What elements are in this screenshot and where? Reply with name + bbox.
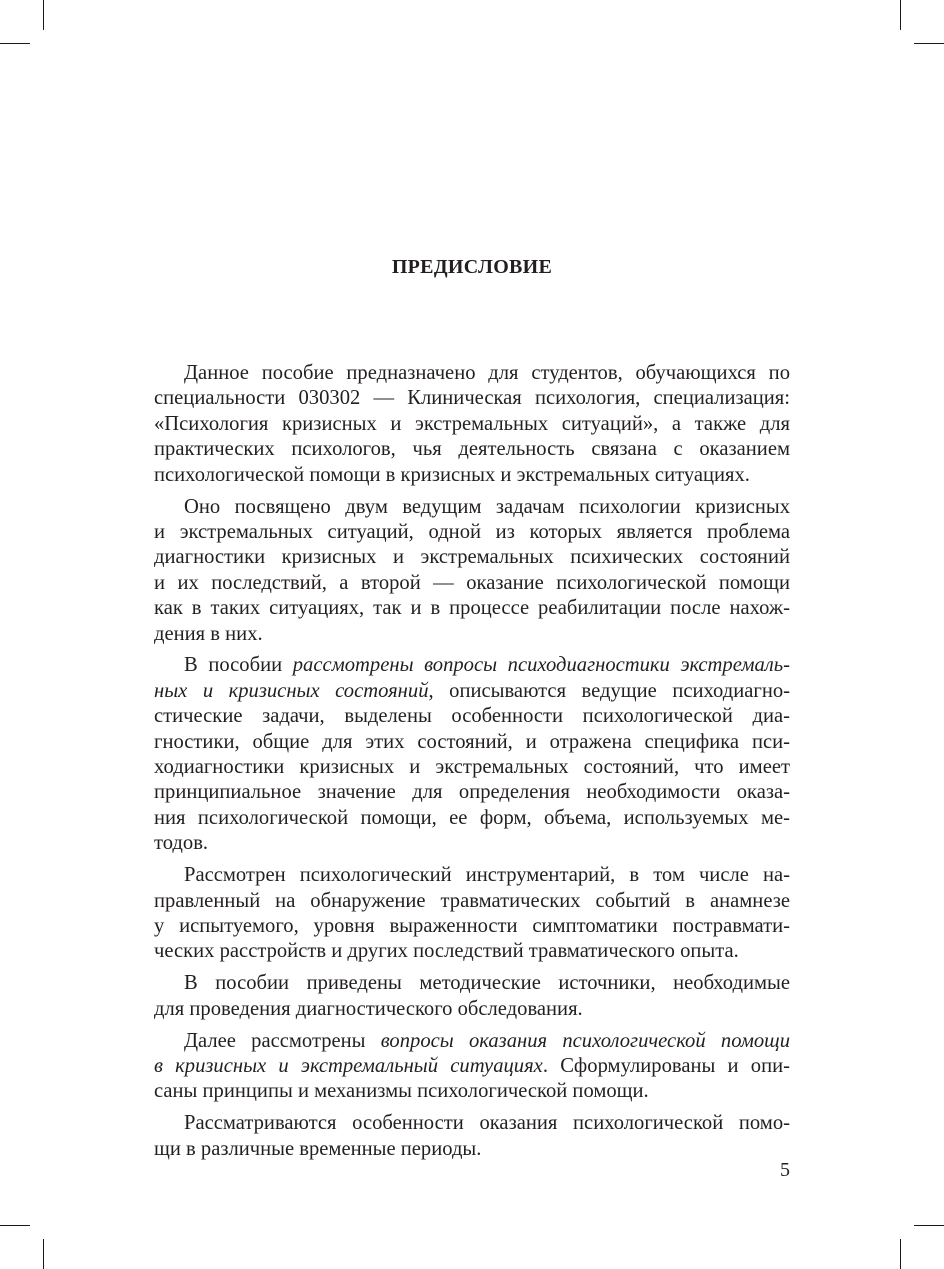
text-run: щи в различные временные периоды. (154, 1137, 482, 1160)
text-line (154, 996, 790, 1022)
crop-mark-top-right-horizontal (914, 43, 944, 44)
text-run: как в таких ситуациях, так и в процессе реабилитации после нахож- (154, 597, 790, 620)
text-line (154, 570, 790, 596)
text-run: В пособии приведены методические источники, необходимые (184, 972, 790, 995)
text-line (154, 544, 790, 570)
italic-text-run: вопросы оказания психологической помощи (380, 1029, 790, 1052)
crop-mark-bottom-left-horizontal (0, 1225, 30, 1226)
text-line (154, 1136, 790, 1162)
text-run: ческих расстройств и других последствий травматического опыта. (154, 940, 739, 963)
text-line (154, 595, 790, 621)
italic-text-run: в кризисных и экстремальный ситуациях (154, 1054, 543, 1077)
text-line (154, 729, 790, 755)
text-run: правленный на обнаружение травматических событий в анамнезе (154, 889, 790, 912)
text-line (154, 385, 790, 411)
text-line (154, 462, 790, 488)
crop-mark-top-left-horizontal (0, 43, 30, 44)
text-line (154, 779, 790, 805)
italic-text-run: рассмотрены вопросы психодиагностики экстремаль- (292, 654, 790, 677)
crop-mark-top-right-vertical (900, 0, 901, 30)
text-line (184, 360, 790, 386)
text-run: гностики, общие для этих состояний, и отражена специфика пси- (154, 730, 790, 753)
text-line (154, 1078, 790, 1104)
text-run: у испытуемого, уровня выраженности симптоматики постравмати- (154, 914, 790, 937)
text-line (184, 494, 790, 520)
text-line (154, 411, 790, 437)
text-line (154, 1053, 790, 1079)
text-run: и их последствий, а второй — оказание психологической помощи (154, 571, 790, 594)
text-line (154, 621, 790, 647)
text-line (154, 519, 790, 545)
text-run: тодов. (154, 832, 209, 855)
text-run: В пособии (184, 654, 293, 677)
text-run: ходиагностики кризисных и экстремальных состояний, что имеет (154, 756, 790, 778)
text-run: ния психологической помощи, ее форм, объема, используемых ме- (154, 806, 790, 829)
page-title: ПРЕДИСЛОВИЕ (391, 256, 553, 278)
text-run: Далее рассмотрены (184, 1029, 381, 1052)
text-line (154, 754, 790, 780)
text-run: диагностики кризисных и экстремальных психических состояний (154, 546, 790, 569)
italic-text-run: ных и кризисных состояний (154, 679, 429, 702)
text-line (184, 1028, 790, 1054)
text-line (154, 678, 790, 704)
text-line (154, 436, 790, 462)
text-line (184, 652, 790, 678)
text-run: . Сформулированы и опи- (542, 1054, 790, 1077)
text-run: «Психология кризисных и экстремальных ситуаций», а также для (154, 412, 790, 435)
text-run: Оно посвящено двум ведущим задачам психологии кризисных (184, 495, 790, 518)
crop-mark-bottom-right-vertical (900, 1239, 901, 1269)
text-line (184, 970, 790, 996)
text-run: , описываются ведущие психодиагно- (428, 679, 790, 702)
body-text (154, 360, 790, 1160)
text-line (154, 913, 790, 939)
text-line (184, 862, 790, 888)
text-run: и экстремальных ситуаций, одной из которых является проблема (154, 520, 790, 543)
text-line (154, 830, 790, 856)
text-line (154, 888, 790, 914)
text-run: Рассматриваются особенности оказания психологической помо- (184, 1112, 790, 1135)
text-run: стические задачи, выделены особенности психологической диа- (154, 705, 790, 728)
text-run: для проведения диагностического обследования. (154, 997, 583, 1020)
text-run: практических психологов, чья деятельность связана с оказанием (154, 438, 790, 461)
page-number: 5 (780, 1159, 790, 1181)
text-line (154, 805, 790, 831)
text-run: Рассмотрен психологический инструментарий, в том числе на- (184, 864, 790, 887)
text-run: саны принципы и механизмы психологической помощи. (154, 1080, 649, 1103)
text-line (154, 938, 790, 964)
crop-mark-bottom-right-horizontal (914, 1225, 944, 1226)
text-run: Данное пособие предназначено для студентов, обучающихся по (184, 362, 790, 384)
text-line (184, 1110, 790, 1136)
crop-mark-bottom-left-vertical (43, 1239, 44, 1269)
text-run: дения в них. (154, 622, 263, 645)
crop-mark-top-left-vertical (43, 0, 44, 30)
text-run: психологической помощи в кризисных и экстремальных ситуациях. (154, 463, 750, 486)
text-line (154, 703, 790, 729)
text-run: принципиальное значение для определения необходимости оказа- (154, 781, 790, 804)
text-run: специальности 030302 — Клиническая психология, специализация: (154, 387, 790, 410)
